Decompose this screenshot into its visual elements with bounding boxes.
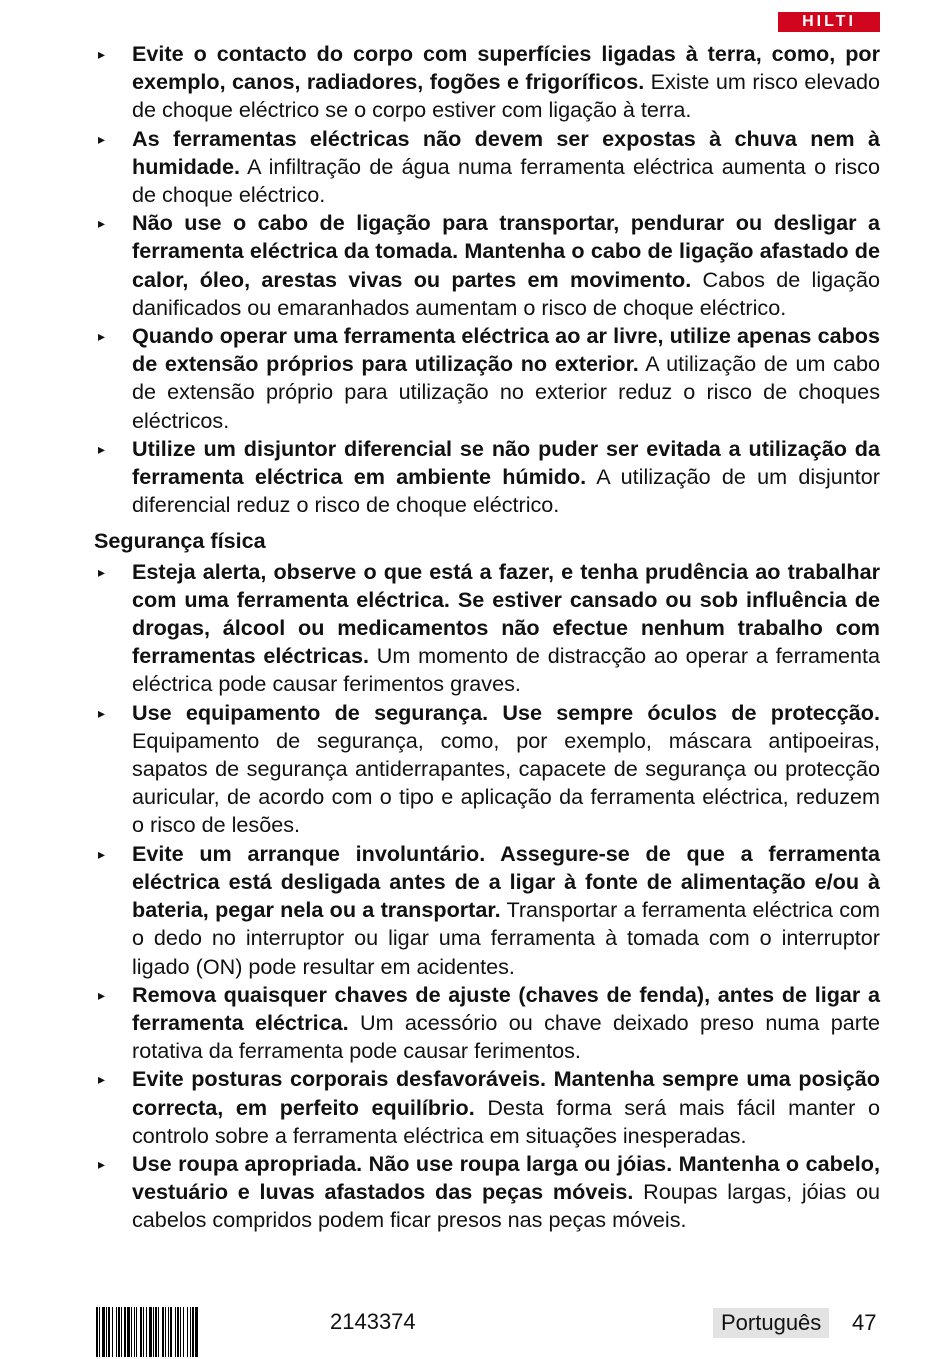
bullet-icon: ▸ — [98, 440, 106, 457]
item-lead-text: As ferramentas eléctricas não devem ser expostas à chuva nem à humidade. — [132, 125, 880, 179]
item-body-text: Transportar a ferramenta eléctrica com o dedo no interruptor ou ligar uma ferramenta à tomada com o interruptor ligado (ON) pode resultar em acidentes. — [132, 897, 880, 979]
item-body-text: Um momento de distracção ao operar a ferramenta eléctrica pode causar ferimentos graves. — [132, 643, 881, 697]
bullet-icon: ▸ — [98, 46, 106, 62]
item-lead-text: Quando operar uma ferramenta eléctrica ao ar livre, utilize apenas cabos de extensão próprios para utilização no exterior. — [132, 323, 880, 377]
document-number: 2143374 — [330, 1309, 416, 1334]
list-item — [94, 209, 880, 322]
item-body-text: Cabos de ligação danificados ou emaranhados aumentam o risco de choque eléctrico. — [132, 266, 880, 320]
list-item — [94, 435, 880, 520]
list-item — [94, 699, 880, 840]
bullet-icon: ▸ — [98, 704, 106, 721]
list-item — [94, 558, 880, 699]
item-body-text: Equipamento de segurança, como, por exemplo, máscara antipoeiras, sapatos de segurança antiderrapantes, capacete de segurança ou protecção auricular, de acordo com o tipo e aplicação da ferramenta eléctrica, reduzem o risco de lesões. — [132, 727, 880, 838]
list-item — [94, 125, 880, 210]
list-item — [94, 981, 880, 1066]
language-label: Português — [713, 1308, 829, 1338]
item-lead-text: Use roupa apropriada. Não use roupa larga ou jóias. Mantenha o cabelo, vestuário e luvas afastados das peças móveis. — [132, 1150, 880, 1205]
page-footer — [0, 1305, 950, 1359]
bullet-icon: ▸ — [98, 845, 106, 862]
bullet-icon: ▸ — [98, 986, 106, 1003]
item-lead-text: Evite o contacto do corpo com superfícies ligadas à terra, como, por exemplo, canos, radiadores, fogões e frigoríficos. — [132, 41, 880, 95]
bullet-icon: ▸ — [98, 1155, 106, 1172]
item-body-text: Roupas largas, jóias ou cabelos compridos podem ficar presos nas peças móveis. — [132, 1179, 880, 1233]
item-lead-text: Evite posturas corporais desfavoráveis. Mantenha sempre uma posição correcta, em perfeito equilíbrio. — [132, 1066, 880, 1120]
item-body-text: Um acessório ou chave deixado preso numa parte rotativa da ferramenta pode causar ferimentos. — [132, 1009, 880, 1064]
item-body-text: A infiltração de água numa ferramenta eléctrica aumenta o risco de choque eléctrico. — [132, 153, 880, 208]
bullet-icon: ▸ — [98, 215, 106, 232]
list-item — [94, 40, 880, 125]
item-lead-text: Não use o cabo de ligação para transportar, pendurar ou desligar a ferramenta eléctrica da tomada. Mantenha o cabo de ligação afastado de calor, óleo, arestas vivas ou partes em movimento. — [132, 210, 880, 292]
bullet-icon: ▸ — [98, 130, 106, 147]
item-body-text: A utilização de um disjuntor diferencial reduz o risco de choque eléctrico. — [132, 464, 880, 518]
list-item — [94, 1065, 880, 1150]
item-lead-text: Esteja alerta, observe o que está a fazer, e tenha prudência ao trabalhar com uma ferramenta eléctrica. Se estiver cansado ou sob influência de drogas, álcool ou medicamentos não efectue nenhum trabalho com ferramentas eléctricas. — [132, 558, 880, 669]
item-body-text: Desta forma será mais fácil manter o controlo sobre a ferramenta eléctrica em situações inesperadas. — [132, 1094, 880, 1148]
item-body-text: A utilização de um cabo de extensão próprio para utilização no exterior reduz o risco de choques eléctricos. — [132, 351, 880, 433]
bullet-icon: ▸ — [98, 563, 106, 580]
item-lead-text: Remova quaisquer chaves de ajuste (chaves de fenda), antes de ligar a ferramenta eléctrica. — [132, 981, 880, 1035]
item-lead-text: Evite um arranque involuntário. Assegure-se de que a ferramenta eléctrica está desligada antes de a ligar à fonte de alimentação e/ou à bateria, pegar nela ou a transportar. — [132, 840, 880, 923]
list-item — [94, 322, 880, 435]
list-item — [94, 840, 880, 981]
bullet-icon: ▸ — [98, 1071, 106, 1088]
bullet-icon: ▸ — [98, 328, 106, 345]
item-lead-text: Use equipamento de segurança. Use sempre óculos de protecção. — [132, 699, 880, 725]
list-item — [94, 1150, 880, 1235]
page-number: 47 — [852, 1310, 877, 1335]
item-body-text: Existe um risco elevado de choque eléctrico se o corpo estiver com ligação à terra. — [132, 69, 880, 123]
item-lead-text: Utilize um disjuntor diferencial se não puder ser evitada a utilização da ferramenta eléctrica em ambiente húmido. — [132, 435, 880, 490]
safety-instructions — [94, 40, 880, 1235]
hilti-logo: HILTI — [778, 12, 880, 32]
barcode-image — [96, 1307, 308, 1357]
section-heading: Segurança física — [94, 528, 266, 554]
